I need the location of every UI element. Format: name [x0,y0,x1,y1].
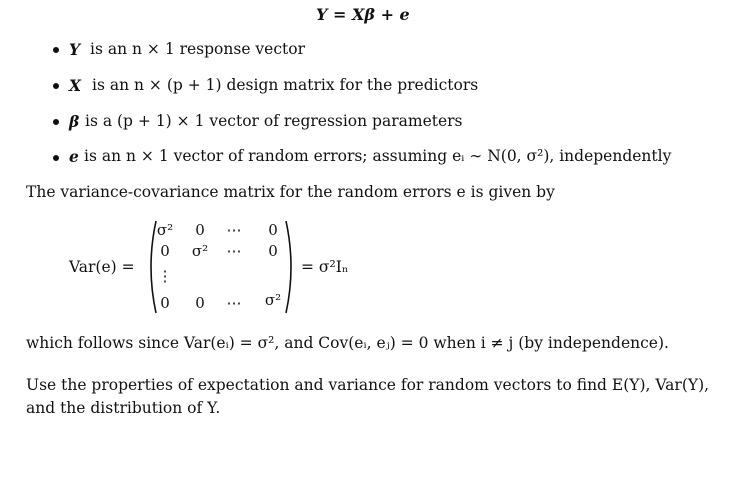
bullet-dot-icon [53,119,59,125]
bullet-text: is an n × 1 response vector [90,40,306,58]
right-paren-icon [284,219,298,315]
matrix-cell: 0 [160,242,170,260]
variance-intro: The variance-covariance matrix for the random errors e is given by [26,183,555,201]
matrix-cell: σ² [156,221,174,239]
task-text-line-1: Use the properties of expectation and variance for random vectors to find E(Y), Var(Y), [26,376,710,394]
model-equation: Y = Xβ + e [316,5,410,24]
bullet-symbol: β [69,112,80,131]
matrix-cell: 0 [195,294,205,312]
matrix-cell: ⋯ [226,242,242,260]
matrix-cell: 0 [268,221,278,239]
matrix-cell: 0 [160,294,170,312]
bullet-text: is an n × 1 vector of random errors; assuming eᵢ ∼ N(0, σ²), independently [84,147,672,165]
task-text-line-2: and the distribution of Y. [26,399,221,417]
matrix-cell: σ² [191,242,209,260]
bullet-text: is a (p + 1) × 1 vector of regression parameters [85,112,463,130]
bullet-dot-icon [53,83,59,89]
follows-text: which follows since Var(eᵢ) = σ², and Cov(eᵢ, eⱼ) = 0 when i ≠ j (by independence). [26,334,669,352]
matrix-cell: 0 [268,242,278,260]
matrix-cell: ⋯ [226,221,242,239]
bullet-symbol: e [69,147,79,166]
var-lhs: Var(e) = [69,258,135,276]
matrix-cell: ⋮ [157,267,173,285]
matrix-cell: ⋯ [226,294,242,312]
bullet-text: is an n × (p + 1) design matrix for the predictors [92,76,479,94]
matrix-cell: 0 [195,221,205,239]
bullet-dot-icon [53,155,59,161]
matrix-cell: σ² [264,291,282,309]
bullet-dot-icon [53,47,59,53]
var-rhs: = σ²Iₙ [301,258,349,276]
bullet-symbol: X [69,76,82,95]
bullet-symbol: Y [69,40,81,59]
